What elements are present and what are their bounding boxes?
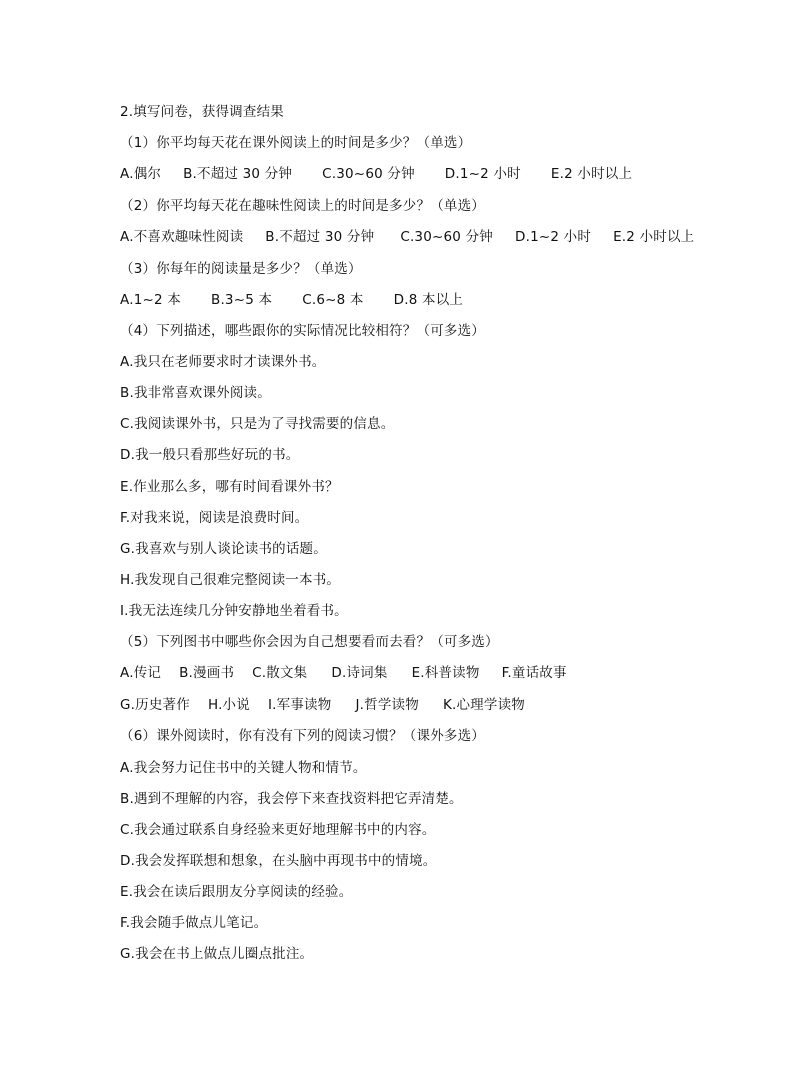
- option: A.1~2 本: [120, 292, 181, 308]
- option: E.2 小时以上: [550, 166, 633, 182]
- question-3: （3）你每年的阅读量是多少？（单选）: [120, 261, 362, 277]
- option: E.2 小时以上: [613, 229, 695, 245]
- question-5-options-row1: [120, 663, 567, 683]
- list-item: D.我会发挥联想和想象，在头脑中再现书中的情境。: [120, 853, 437, 869]
- option: A.不喜欢趣味性阅读: [120, 229, 244, 245]
- option: D.8 本以上: [393, 292, 464, 308]
- list-item: D.我一般只看那些好玩的书。: [120, 447, 300, 463]
- option: H.小说: [207, 697, 250, 713]
- list-item: F.对我来说，阅读是浪费时间。: [120, 510, 309, 526]
- option: C.30~60 分钟: [400, 229, 493, 245]
- list-item: G.我会在书上做点儿圈点批注。: [120, 946, 314, 962]
- option: F.童话故事: [501, 665, 567, 681]
- question-6: （6）课外阅读时，你有没有下列的阅读习惯？（课外多选）: [120, 728, 485, 744]
- list-item: A.我会努力记住书中的关键人物和情节。: [120, 760, 367, 776]
- list-item: H.我发现自己很难完整阅读一本书。: [120, 572, 341, 588]
- question-1-options: [120, 164, 632, 184]
- option: D.1~2 小时: [515, 229, 592, 245]
- question-2-options: [120, 227, 694, 247]
- list-item: F.我会随手做点儿笔记。: [120, 915, 268, 931]
- option: A.传记: [120, 665, 162, 681]
- question-3-options: [120, 290, 463, 310]
- option: B.漫画书: [179, 665, 235, 681]
- list-item: I.我无法连续几分钟安静地坐着看书。: [120, 603, 348, 619]
- option: C.6~8 本: [302, 292, 364, 308]
- option: A.偶尔: [120, 166, 162, 182]
- option: D.1~2 小时: [444, 166, 521, 182]
- question-5-options-row2: [120, 695, 525, 715]
- option: D.诗词集: [331, 665, 388, 681]
- option: I.军事读物: [267, 697, 332, 713]
- list-item: E.作业那么多，哪有时间看课外书？: [120, 479, 339, 495]
- section-title: 2.填写问卷，获得调查结果: [120, 104, 284, 120]
- option: E.科普读物: [411, 665, 480, 681]
- option: C.30~60 分钟: [322, 166, 415, 182]
- list-item: E.我会在读后跟朋友分享阅读的经验。: [120, 884, 353, 900]
- question-5: （5）下列图书中哪些你会因为自己想要看而去看？（可多选）: [120, 634, 499, 650]
- list-item: C.我阅读课外书，只是为了寻找需要的信息。: [120, 416, 395, 432]
- question-1: （1）你平均每天花在课外阅读上的时间是多少？（单选）: [120, 135, 472, 151]
- question-4: （4）下列描述，哪些跟你的实际情况比较相符？（可多选）: [120, 323, 485, 339]
- option: K.心理学读物: [442, 697, 525, 713]
- list-item: B.遇到不理解的内容，我会停下来查找资料把它弄清楚。: [120, 791, 463, 807]
- option: B.3~5 本: [210, 292, 273, 308]
- list-item: A.我只在老师要求时才读课外书。: [120, 354, 326, 370]
- option: B.不超过 30 分钟: [183, 166, 293, 182]
- list-item: B.我非常喜欢课外阅读。: [120, 385, 271, 401]
- question-2: （2）你平均每天花在趣味性阅读上的时间是多少？（单选）: [120, 198, 485, 214]
- option: C.散文集: [252, 665, 308, 681]
- list-item: G.我喜欢与别人谈论读书的话题。: [120, 541, 327, 557]
- option: J.哲学读物: [355, 697, 419, 713]
- option: G.历史著作: [120, 697, 190, 713]
- list-item: C.我会通过联系自身经验来更好地理解书中的内容。: [120, 822, 436, 838]
- option: B.不超过 30 分钟: [265, 229, 375, 245]
